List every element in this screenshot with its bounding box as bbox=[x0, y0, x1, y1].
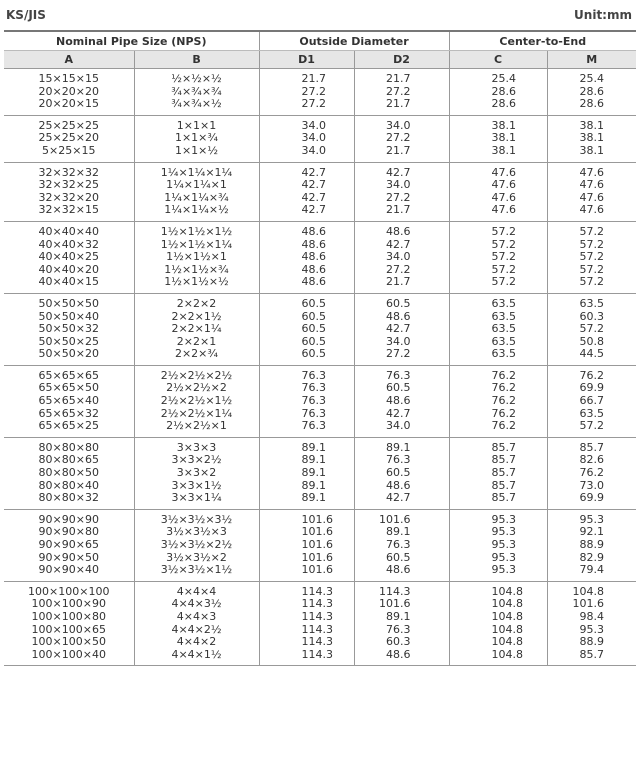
cell-d1: 42.7 bbox=[259, 192, 354, 205]
cell-m: 50.8 bbox=[547, 336, 636, 349]
group-header-row bbox=[4, 31, 636, 51]
cell-b: 2½×2½×1½ bbox=[134, 395, 259, 408]
outside-diameter-group-header: Outside Diameter bbox=[259, 31, 449, 51]
cell-d2: 21.7 bbox=[354, 145, 449, 162]
cell-c: 57.2 bbox=[449, 239, 547, 252]
cell-a: 90×90×40 bbox=[4, 564, 134, 581]
cell-d2: 114.3 bbox=[354, 581, 449, 598]
cell-d2: 89.1 bbox=[354, 437, 449, 454]
cell-d2: 60.5 bbox=[354, 467, 449, 480]
cell-d2: 21.7 bbox=[354, 69, 449, 86]
cell-m: 69.9 bbox=[547, 492, 636, 509]
cell-d2: 42.7 bbox=[354, 492, 449, 509]
cell-c: 104.8 bbox=[449, 636, 547, 649]
cell-c: 63.5 bbox=[449, 311, 547, 324]
cell-d1: 60.5 bbox=[259, 336, 354, 349]
cell-a: 5×25×15 bbox=[4, 145, 134, 162]
cell-m: 92.1 bbox=[547, 526, 636, 539]
cell-b: 3×3×1½ bbox=[134, 480, 259, 493]
cell-m: 57.2 bbox=[547, 264, 636, 277]
cell-a: 50×50×32 bbox=[38, 322, 99, 336]
table-row bbox=[4, 162, 636, 179]
cell-c: 63.5 bbox=[449, 348, 547, 365]
cell-d2: 89.1 bbox=[354, 611, 449, 624]
cell-c: 57.2 bbox=[449, 251, 547, 264]
cell-d1: 60.5 bbox=[259, 293, 354, 310]
cell-c: 85.7 bbox=[449, 480, 547, 493]
cell-a: 80×80×32 bbox=[4, 492, 134, 509]
cell-a: 20×20×15 bbox=[4, 98, 134, 115]
table-row bbox=[4, 395, 636, 408]
cell-d1: 48.6 bbox=[259, 239, 354, 252]
cell-m: 95.3 bbox=[547, 509, 636, 526]
cell-d1: 76.3 bbox=[259, 408, 354, 421]
cell-d2: 60.3 bbox=[354, 636, 449, 649]
cell-m: 79.4 bbox=[547, 564, 636, 581]
cell-d2: 48.6 bbox=[354, 480, 449, 493]
cell-b: ½×½×½ bbox=[134, 69, 259, 86]
table-row bbox=[4, 293, 636, 310]
cell-d2: 34.0 bbox=[354, 179, 449, 192]
cell-b: 1½×1½×½ bbox=[134, 276, 259, 293]
cell-c: 57.2 bbox=[449, 221, 547, 238]
col-header-b: B bbox=[134, 51, 259, 69]
cell-c: 63.5 bbox=[449, 293, 547, 310]
cell-m: 57.2 bbox=[547, 323, 636, 336]
cell-a: 32×32×20 bbox=[38, 190, 99, 204]
cell-d1: 114.3 bbox=[259, 581, 354, 598]
cell-m: 47.6 bbox=[547, 179, 636, 192]
cell-b: 1½×1½×¾ bbox=[134, 264, 259, 277]
cell-b: 1½×1½×1½ bbox=[134, 221, 259, 238]
cell-b: 2×2×1½ bbox=[134, 311, 259, 324]
cell-d2: 21.7 bbox=[354, 276, 449, 293]
cell-d2: 48.6 bbox=[354, 221, 449, 238]
cell-d2: 101.6 bbox=[354, 598, 449, 611]
table-row bbox=[4, 636, 636, 649]
table-row bbox=[4, 115, 636, 132]
cell-m: 66.7 bbox=[547, 395, 636, 408]
cell-a: 50×50×25 bbox=[38, 334, 99, 348]
cell-d1: 48.6 bbox=[259, 221, 354, 238]
cell-b: 2×2×1 bbox=[134, 336, 259, 349]
cell-c: 63.5 bbox=[449, 323, 547, 336]
column-header-row bbox=[4, 51, 636, 69]
cell-m: 47.6 bbox=[547, 192, 636, 205]
cell-m: 104.8 bbox=[547, 581, 636, 598]
cell-a: 20×20×20 bbox=[38, 84, 99, 98]
cell-d2: 27.2 bbox=[354, 264, 449, 277]
cell-d1: 89.1 bbox=[259, 454, 354, 467]
table-row bbox=[4, 98, 636, 115]
cell-d1: 101.6 bbox=[259, 552, 354, 565]
cell-b: 3×3×2 bbox=[134, 467, 259, 480]
cell-d2: 76.3 bbox=[354, 365, 449, 382]
cell-b: 2×2×1¼ bbox=[134, 323, 259, 336]
cell-c: 28.6 bbox=[449, 86, 547, 99]
cell-m: 57.2 bbox=[547, 221, 636, 238]
cell-d1: 101.6 bbox=[259, 509, 354, 526]
cell-d1: 114.3 bbox=[259, 636, 354, 649]
cell-m: 47.6 bbox=[547, 162, 636, 179]
cell-a: 50×50×50 bbox=[38, 296, 99, 310]
cell-b: 3½×3½×3 bbox=[134, 526, 259, 539]
cell-d1: 60.5 bbox=[259, 311, 354, 324]
cell-m: 101.6 bbox=[547, 598, 636, 611]
cell-d2: 60.5 bbox=[354, 382, 449, 395]
cell-b: 4×4×3 bbox=[134, 611, 259, 624]
cell-c: 95.3 bbox=[449, 526, 547, 539]
table-row bbox=[4, 221, 636, 238]
cell-b: 3×3×1¼ bbox=[134, 492, 259, 509]
cell-d2: 42.7 bbox=[354, 323, 449, 336]
cell-c: 76.2 bbox=[449, 395, 547, 408]
table-row bbox=[4, 251, 636, 264]
cell-d2: 21.7 bbox=[354, 98, 449, 115]
cell-b: 1¼×1¼×1¼ bbox=[134, 162, 259, 179]
table-row bbox=[4, 611, 636, 624]
cell-c: 76.2 bbox=[449, 382, 547, 395]
cell-a: 90×90×90 bbox=[38, 512, 99, 526]
cell-m: 28.6 bbox=[547, 98, 636, 115]
cell-b: 4×4×2½ bbox=[134, 624, 259, 637]
cell-d2: 48.6 bbox=[354, 649, 449, 666]
cell-a: 65×65×65 bbox=[38, 368, 99, 382]
cell-d1: 48.6 bbox=[259, 276, 354, 293]
cell-d1: 101.6 bbox=[259, 539, 354, 552]
cell-b: 2½×2½×1 bbox=[134, 420, 259, 437]
cell-c: 95.3 bbox=[449, 539, 547, 552]
cell-c: 47.6 bbox=[449, 192, 547, 205]
table-row bbox=[4, 323, 636, 336]
col-header-d1: D1 bbox=[259, 51, 354, 69]
cell-d1: 34.0 bbox=[259, 145, 354, 162]
cell-b: 1¼×1¼×¾ bbox=[134, 192, 259, 205]
cell-c: 57.2 bbox=[449, 276, 547, 293]
cell-d1: 89.1 bbox=[259, 480, 354, 493]
table-body bbox=[4, 69, 636, 666]
cell-a: 80×80×65 bbox=[38, 453, 99, 467]
cell-c: 25.4 bbox=[449, 69, 547, 86]
cell-d1: 114.3 bbox=[259, 611, 354, 624]
cell-d2: 27.2 bbox=[354, 348, 449, 365]
cell-d1: 60.5 bbox=[259, 348, 354, 365]
cell-c: 47.6 bbox=[449, 204, 547, 221]
standard-label: KS/JIS bbox=[6, 8, 46, 22]
cell-a: 90×90×65 bbox=[38, 538, 99, 551]
cell-d2: 60.5 bbox=[354, 552, 449, 565]
cell-d1: 27.2 bbox=[259, 86, 354, 99]
cell-c: 57.2 bbox=[449, 264, 547, 277]
cell-b: 1×1×¾ bbox=[134, 132, 259, 145]
cell-d2: 27.2 bbox=[354, 132, 449, 145]
cell-d1: 89.1 bbox=[259, 437, 354, 454]
table-row bbox=[4, 649, 636, 666]
cell-d1: 42.7 bbox=[259, 204, 354, 221]
cell-b: 3×3×2½ bbox=[134, 454, 259, 467]
table-row bbox=[4, 204, 636, 221]
cell-d2: 76.3 bbox=[354, 454, 449, 467]
cell-b: 2×2×2 bbox=[134, 293, 259, 310]
cell-d1: 76.3 bbox=[259, 420, 354, 437]
cell-m: 63.5 bbox=[547, 293, 636, 310]
cell-m: 88.9 bbox=[547, 539, 636, 552]
cell-m: 82.6 bbox=[547, 454, 636, 467]
cell-c: 104.8 bbox=[449, 624, 547, 637]
cell-a: 100×100×100 bbox=[28, 584, 110, 598]
table-row bbox=[4, 539, 636, 552]
cell-b: 3½×3½×2½ bbox=[134, 539, 259, 552]
cell-b: 4×4×3½ bbox=[134, 598, 259, 611]
cell-m: 73.0 bbox=[547, 480, 636, 493]
cell-d2: 48.6 bbox=[354, 564, 449, 581]
cell-b: 1½×1½×1 bbox=[134, 251, 259, 264]
cell-a: 15×15×15 bbox=[38, 72, 99, 85]
cell-d2: 101.6 bbox=[354, 509, 449, 526]
cell-m: 60.3 bbox=[547, 311, 636, 324]
cell-d1: 89.1 bbox=[259, 467, 354, 480]
cell-a: 100×100×65 bbox=[31, 622, 106, 636]
cell-d1: 48.6 bbox=[259, 251, 354, 264]
cell-b: 4×4×4 bbox=[134, 581, 259, 598]
cell-d2: 34.0 bbox=[354, 115, 449, 132]
cell-c: 38.1 bbox=[449, 115, 547, 132]
cell-a: 90×90×80 bbox=[38, 525, 99, 539]
cell-a: 25×25×25 bbox=[38, 118, 99, 132]
table-row bbox=[4, 467, 636, 480]
table-row bbox=[4, 509, 636, 526]
cell-d2: 42.7 bbox=[354, 162, 449, 179]
table-header-bar bbox=[0, 0, 640, 30]
cell-m: 57.2 bbox=[547, 251, 636, 264]
cell-d1: 101.6 bbox=[259, 526, 354, 539]
table-row bbox=[4, 581, 636, 598]
cell-d1: 27.2 bbox=[259, 98, 354, 115]
cell-c: 104.8 bbox=[449, 611, 547, 624]
cell-b: 3½×3½×3½ bbox=[134, 509, 259, 526]
cell-m: 76.2 bbox=[547, 467, 636, 480]
col-header-m: M bbox=[547, 51, 636, 69]
cell-d1: 114.3 bbox=[259, 649, 354, 666]
cell-d1: 114.3 bbox=[259, 598, 354, 611]
cell-a: 40×40×20 bbox=[38, 262, 99, 276]
table-row bbox=[4, 437, 636, 454]
cell-d1: 89.1 bbox=[259, 492, 354, 509]
cell-d1: 101.6 bbox=[259, 564, 354, 581]
cell-d2: 76.3 bbox=[354, 539, 449, 552]
cell-a: 50×50×20 bbox=[4, 348, 134, 365]
cell-c: 76.2 bbox=[449, 365, 547, 382]
table-row bbox=[4, 564, 636, 581]
col-header-c: C bbox=[449, 51, 547, 69]
cell-d1: 42.7 bbox=[259, 179, 354, 192]
table-row bbox=[4, 492, 636, 509]
cell-m: 38.1 bbox=[547, 145, 636, 162]
table-row bbox=[4, 420, 636, 437]
cell-c: 38.1 bbox=[449, 145, 547, 162]
cell-d1: 48.6 bbox=[259, 264, 354, 277]
cell-a: 32×32×32 bbox=[38, 165, 99, 179]
cell-c: 63.5 bbox=[449, 336, 547, 349]
cell-b: 2½×2½×1¼ bbox=[134, 408, 259, 421]
cell-m: 85.7 bbox=[547, 437, 636, 454]
cell-b: 3×3×3 bbox=[134, 437, 259, 454]
cell-m: 88.9 bbox=[547, 636, 636, 649]
cell-c: 104.8 bbox=[449, 598, 547, 611]
cell-b: ¾×¾×¾ bbox=[134, 86, 259, 99]
cell-a: 32×32×15 bbox=[4, 204, 134, 221]
cell-m: 95.3 bbox=[547, 624, 636, 637]
cell-b: 1½×1½×1¼ bbox=[134, 239, 259, 252]
cell-a: 65×65×40 bbox=[38, 394, 99, 408]
cell-c: 85.7 bbox=[449, 437, 547, 454]
cell-b: 1¼×1¼×1 bbox=[134, 179, 259, 192]
cell-a: 80×80×40 bbox=[38, 478, 99, 492]
cell-m: 47.6 bbox=[547, 204, 636, 221]
cell-a: 90×90×50 bbox=[38, 550, 99, 564]
cell-d1: 34.0 bbox=[259, 132, 354, 145]
cell-m: 38.1 bbox=[547, 115, 636, 132]
cell-m: 85.7 bbox=[547, 649, 636, 666]
cell-m: 57.2 bbox=[547, 276, 636, 293]
pipe-tee-dimensions-table bbox=[4, 30, 636, 666]
cell-c: 28.6 bbox=[449, 98, 547, 115]
cell-c: 95.3 bbox=[449, 509, 547, 526]
cell-a: 100×100×90 bbox=[31, 597, 106, 611]
cell-d1: 76.3 bbox=[259, 395, 354, 408]
cell-a: 50×50×40 bbox=[38, 309, 99, 323]
cell-b: 1¼×1¼×½ bbox=[134, 204, 259, 221]
cell-c: 95.3 bbox=[449, 552, 547, 565]
cell-c: 95.3 bbox=[449, 564, 547, 581]
cell-d1: 114.3 bbox=[259, 624, 354, 637]
cell-c: 47.6 bbox=[449, 162, 547, 179]
cell-m: 69.9 bbox=[547, 382, 636, 395]
cell-d2: 34.0 bbox=[354, 251, 449, 264]
cell-b: ¾×¾×½ bbox=[134, 98, 259, 115]
cell-c: 85.7 bbox=[449, 467, 547, 480]
cell-b: 3½×3½×2 bbox=[134, 552, 259, 565]
cell-d2: 27.2 bbox=[354, 86, 449, 99]
cell-d2: 34.0 bbox=[354, 420, 449, 437]
cell-m: 57.2 bbox=[547, 239, 636, 252]
cell-m: 38.1 bbox=[547, 132, 636, 145]
cell-a: 40×40×15 bbox=[4, 276, 134, 293]
col-header-d2: D2 bbox=[354, 51, 449, 69]
table-row bbox=[4, 348, 636, 365]
cell-a: 40×40×25 bbox=[38, 250, 99, 264]
center-to-end-group-header: Center-to-End bbox=[449, 31, 636, 51]
cell-d1: 21.7 bbox=[259, 69, 354, 86]
cell-d1: 60.5 bbox=[259, 323, 354, 336]
cell-c: 85.7 bbox=[449, 492, 547, 509]
cell-a: 65×65×50 bbox=[38, 381, 99, 395]
cell-a: 65×65×25 bbox=[4, 420, 134, 437]
cell-b: 4×4×2 bbox=[134, 636, 259, 649]
cell-m: 44.5 bbox=[547, 348, 636, 365]
cell-b: 3½×3½×1½ bbox=[134, 564, 259, 581]
cell-d2: 76.3 bbox=[354, 624, 449, 637]
cell-a: 80×80×80 bbox=[38, 440, 99, 454]
cell-c: 104.8 bbox=[449, 581, 547, 598]
table-row bbox=[4, 276, 636, 293]
cell-b: 4×4×1½ bbox=[134, 649, 259, 666]
cell-c: 85.7 bbox=[449, 454, 547, 467]
table-row bbox=[4, 179, 636, 192]
nps-group-header: Nominal Pipe Size (NPS) bbox=[4, 31, 259, 51]
cell-a: 40×40×40 bbox=[38, 224, 99, 238]
cell-m: 76.2 bbox=[547, 365, 636, 382]
unit-label: Unit:mm bbox=[574, 8, 632, 22]
cell-b: 2×2×¾ bbox=[134, 348, 259, 365]
table-row bbox=[4, 145, 636, 162]
cell-d1: 76.3 bbox=[259, 365, 354, 382]
cell-m: 25.4 bbox=[547, 69, 636, 86]
cell-d2: 34.0 bbox=[354, 336, 449, 349]
col-header-a: A bbox=[4, 51, 134, 69]
cell-c: 104.8 bbox=[449, 649, 547, 666]
cell-m: 57.2 bbox=[547, 420, 636, 437]
cell-m: 98.4 bbox=[547, 611, 636, 624]
cell-a: 100×100×40 bbox=[4, 649, 134, 666]
cell-d2: 27.2 bbox=[354, 192, 449, 205]
table-row bbox=[4, 365, 636, 382]
cell-a: 65×65×32 bbox=[38, 406, 99, 420]
cell-m: 63.5 bbox=[547, 408, 636, 421]
cell-m: 82.9 bbox=[547, 552, 636, 565]
cell-m: 28.6 bbox=[547, 86, 636, 99]
cell-d2: 42.7 bbox=[354, 408, 449, 421]
cell-b: 1×1×1 bbox=[134, 115, 259, 132]
cell-d1: 42.7 bbox=[259, 162, 354, 179]
cell-d2: 60.5 bbox=[354, 293, 449, 310]
cell-c: 76.2 bbox=[449, 420, 547, 437]
cell-d1: 76.3 bbox=[259, 382, 354, 395]
cell-b: 2½×2½×2 bbox=[134, 382, 259, 395]
cell-b: 2½×2½×2½ bbox=[134, 365, 259, 382]
cell-a: 80×80×50 bbox=[38, 466, 99, 480]
cell-a: 25×25×20 bbox=[38, 131, 99, 145]
cell-d2: 42.7 bbox=[354, 239, 449, 252]
cell-d2: 89.1 bbox=[354, 526, 449, 539]
cell-a: 100×100×50 bbox=[31, 635, 106, 649]
cell-b: 1×1×½ bbox=[134, 145, 259, 162]
cell-c: 47.6 bbox=[449, 179, 547, 192]
cell-a: 32×32×25 bbox=[38, 178, 99, 192]
cell-a: 100×100×80 bbox=[31, 609, 106, 623]
cell-d2: 21.7 bbox=[354, 204, 449, 221]
cell-c: 76.2 bbox=[449, 408, 547, 421]
cell-d2: 48.6 bbox=[354, 395, 449, 408]
table-row bbox=[4, 69, 636, 86]
cell-c: 38.1 bbox=[449, 132, 547, 145]
cell-a: 40×40×32 bbox=[38, 237, 99, 251]
cell-d1: 34.0 bbox=[259, 115, 354, 132]
cell-d2: 48.6 bbox=[354, 311, 449, 324]
